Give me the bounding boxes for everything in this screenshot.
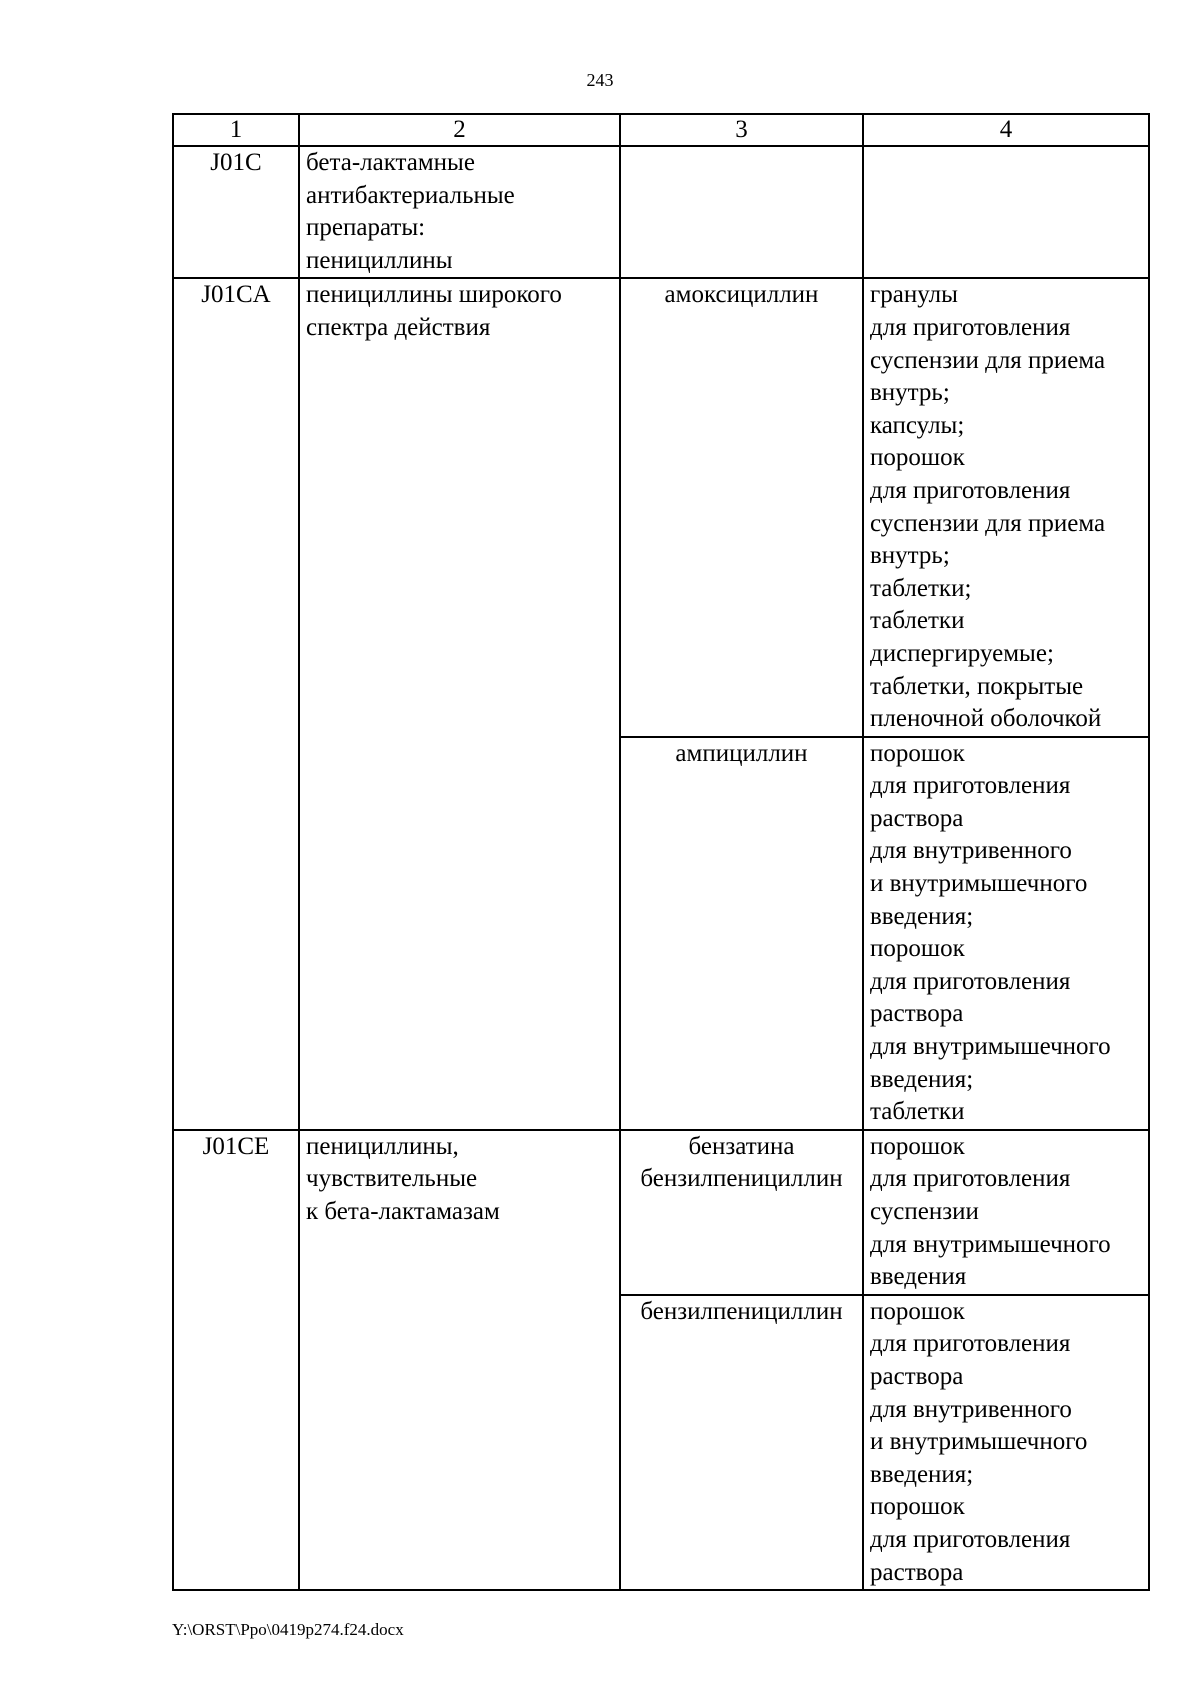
page-number: 243 (586, 70, 614, 90)
dosage-form-cell-line: введения (870, 1263, 967, 1291)
empty-drug-cell (620, 146, 863, 278)
table-header-row (173, 114, 1149, 146)
column-header: 4 (863, 114, 1149, 146)
dosage-form-cell (863, 737, 1149, 1130)
dosage-form-cell-line: порошок (870, 1493, 965, 1521)
table-row (173, 1130, 1149, 1295)
dosage-form-cell (863, 1130, 1149, 1295)
column-header: 2 (299, 114, 620, 146)
dosage-form-cell-line: таблетки (870, 1098, 965, 1126)
dosage-form-cell-line: внутрь; (870, 379, 950, 407)
dosage-form-cell-line: суспензии для приема (870, 346, 1106, 374)
group-name-cell-line: препараты: (306, 214, 426, 242)
dosage-form-cell-line: порошок (870, 1132, 965, 1160)
drug-name-cell-line: бензатина (688, 1132, 795, 1160)
drug-name-cell (620, 1130, 863, 1295)
dosage-form-cell-line: раствора (870, 1362, 964, 1390)
dosage-form-cell-line: суспензии для приема (870, 509, 1106, 537)
dosage-form-cell-line: для приготовления (870, 476, 1071, 504)
column-header: 3 (620, 114, 863, 146)
drug-name-cell-line: бензилпенициллин (640, 1297, 843, 1325)
dosage-form-cell-line: диспергируемые; (870, 639, 1054, 667)
dosage-form-cell-line: для приготовления (870, 772, 1071, 800)
dosage-form-cell (863, 1295, 1149, 1590)
group-name-cell-line: антибактериальные (306, 181, 515, 209)
dosage-form-cell-line: введения; (870, 1460, 974, 1488)
atc-code-cell: J01C (173, 146, 299, 278)
table-row (173, 146, 1149, 278)
group-name-cell-line: спектра действия (306, 313, 491, 341)
atc-code-cell: J01CA (173, 278, 299, 1129)
dosage-form-cell-line: таблетки; (870, 574, 972, 602)
dosage-form-cell-line: для приготовления (870, 313, 1071, 341)
dosage-form-cell-line: и внутримышечного (870, 870, 1088, 898)
dosage-form-cell-line: для приготовления (870, 1330, 1071, 1358)
column-header: 1 (173, 114, 299, 146)
dosage-form-cell-line: для внутривенного (870, 1395, 1072, 1423)
drug-name-cell (620, 1295, 863, 1590)
medication-table (172, 113, 1150, 1591)
drug-name-cell-line: бензилпенициллин (640, 1165, 843, 1193)
dosage-form-cell-line: порошок (870, 1297, 965, 1325)
drug-name-cell-line: ампициллин (675, 739, 808, 767)
drug-name-cell (620, 737, 863, 1130)
dosage-form-cell-line: суспензии (870, 1198, 979, 1225)
table-body (173, 146, 1149, 1590)
group-name-cell (299, 278, 620, 1129)
drug-name-cell-line: амоксициллин (664, 281, 819, 309)
dosage-form-cell-line: капсулы; (870, 411, 965, 439)
dosage-form-cell-line: для приготовления (870, 1165, 1071, 1193)
group-name-cell (299, 1130, 620, 1590)
dosage-form-cell (863, 278, 1149, 736)
dosage-form-cell-line: гранулы (870, 281, 958, 309)
dosage-form-cell-line: для внутримышечного (870, 1033, 1111, 1061)
dosage-form-cell-line: порошок (870, 935, 965, 963)
dosage-form-cell-line: таблетки (870, 607, 965, 635)
dosage-form-cell-line: введения; (870, 1065, 974, 1093)
drug-name-cell (620, 278, 863, 736)
group-name-cell-line: чувствительные (306, 1165, 478, 1193)
empty-form-cell (863, 146, 1149, 278)
dosage-form-cell-line: раствора (870, 1000, 964, 1028)
dosage-form-cell-line: порошок (870, 444, 965, 472)
atc-code-cell: J01CE (173, 1130, 299, 1590)
dosage-form-cell-line: раствора (870, 1558, 964, 1586)
group-name-cell (299, 146, 620, 278)
table-row (173, 278, 1149, 736)
dosage-form-cell-line: и внутримышечного (870, 1428, 1088, 1456)
group-name-cell-line: бета-лактамные (306, 149, 475, 176)
dosage-form-cell-line: для внутривенного (870, 837, 1072, 865)
dosage-form-cell-line: раствора (870, 804, 964, 832)
group-name-cell-line: пенициллины, (306, 1132, 459, 1160)
dosage-form-cell-line: для внутримышечного (870, 1230, 1111, 1258)
dosage-form-cell-line: порошок (870, 739, 965, 767)
dosage-form-cell-line: таблетки, покрытые (870, 672, 1084, 700)
footer-file-path: Y:\ORST\Ppo\0419p274.f24.docx (172, 1620, 404, 1639)
dosage-form-cell-line: пленочной оболочкой (870, 705, 1102, 733)
group-name-cell-line: пенициллины широкого (306, 281, 562, 309)
dosage-form-cell-line: для приготовления (870, 967, 1071, 995)
group-name-cell-line: к бета-лактамазам (306, 1198, 500, 1225)
dosage-form-cell-line: для приготовления (870, 1525, 1071, 1553)
dosage-form-cell-line: внутрь; (870, 542, 950, 570)
dosage-form-cell-line: введения; (870, 902, 974, 930)
group-name-cell-line: пенициллины (306, 246, 453, 274)
